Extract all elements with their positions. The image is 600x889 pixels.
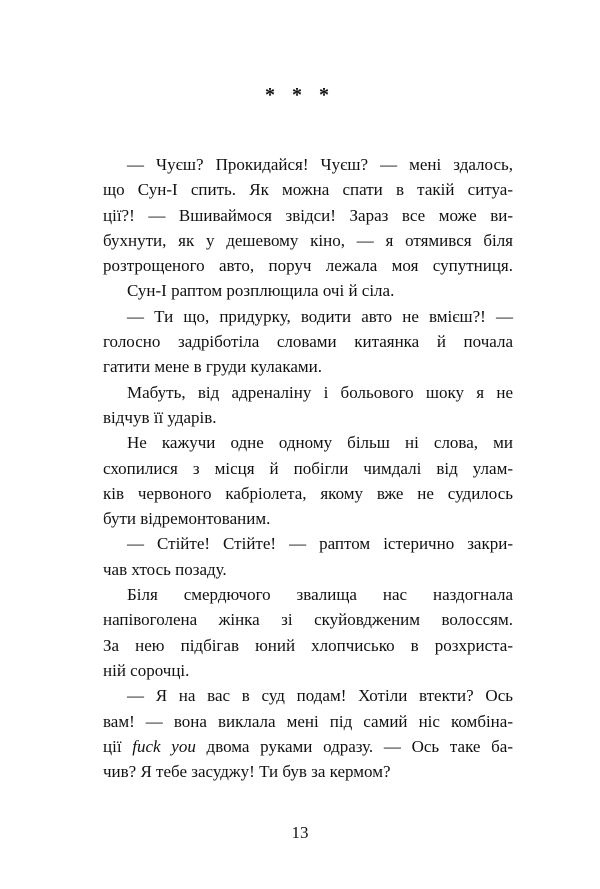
body-text	[103, 152, 513, 784]
page-number: 13	[291, 823, 309, 842]
text-line: вам! — вона виклала мені під самий ніс комбіна-	[103, 711, 513, 731]
text-line: чав хтось позаду.	[103, 559, 227, 579]
text-line: голосно задріботіла словами китаянка й почала	[103, 332, 513, 352]
text-line: чив? Я тебе засуджу! Ти був за кермом?	[103, 762, 391, 782]
text-line: ції fuck you двома руками одразу. — Ось таке ба-	[103, 736, 514, 756]
text-line: бути відремонтованим.	[103, 509, 271, 529]
text-line: — Стійте! Стійте! — раптом істерично закри-	[127, 534, 513, 554]
text-line: розтрощеного авто, поруч лежала моя супутниця.	[103, 256, 513, 276]
text-line: Мабуть, від адреналіну і больового шоку я не	[127, 382, 513, 402]
text-line: відчув її ударів.	[103, 407, 217, 427]
text-line: напівоголена жінка зі скуйовдженим волоссям.	[103, 610, 513, 630]
text-line: — Ти що, придурку, водити авто не вмієш?! —	[127, 306, 513, 326]
text-line: Не кажучи одне одному більш ні слова, ми	[127, 433, 513, 453]
text-line: — Я на вас в суд подам! Хотіли втекти? Ось	[127, 686, 513, 706]
text-line: Біля смердючого звалища нас наздогнала	[127, 585, 513, 605]
text-line: гатити мене в груди кулаками.	[103, 357, 322, 377]
text-line: За нею підбігав юний хлопчисько в розхриста-	[103, 635, 513, 655]
text-line: ції?! — Вшиваймося звідси! Зараз все може ви-	[103, 205, 513, 225]
text-line: Сун-І раптом розплющила очі й сіла.	[127, 281, 395, 301]
text-line: ків червоного кабріолета, якому вже не судилось	[103, 483, 513, 503]
text-line: що Сун-І спить. Як можна спати в такій ситуа-	[103, 180, 513, 200]
text-line: бухнути, як у дешевому кіно, — я отямився біля	[103, 230, 513, 250]
text-line: схопилися з місця й побігли чимдалі від улам-	[103, 458, 513, 478]
text-line: ній сорочці.	[103, 660, 190, 680]
text-line: — Чуєш? Прокидайся! Чуєш? — мені здалось,	[127, 155, 513, 174]
section-separator: * * *	[265, 84, 335, 106]
